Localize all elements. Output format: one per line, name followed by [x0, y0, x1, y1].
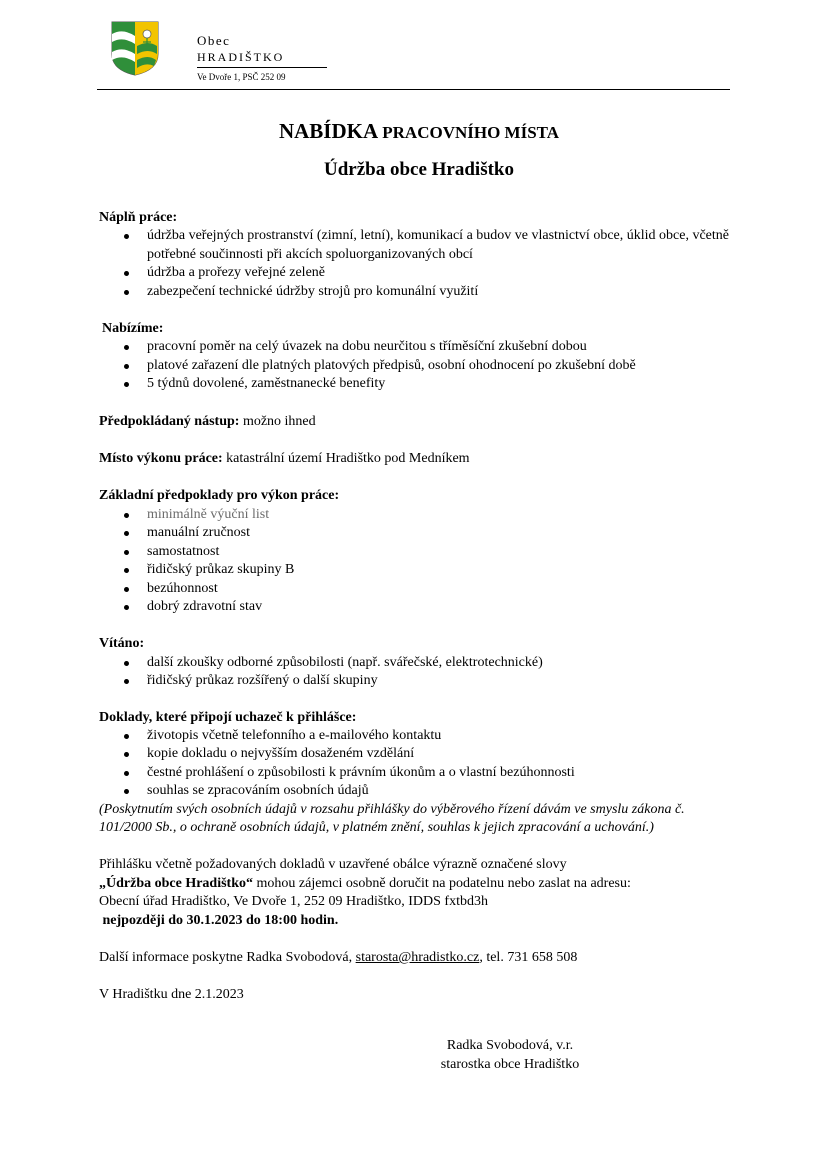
section-title-nabizime: Nabízíme:	[102, 321, 164, 337]
municipal-crest-icon	[110, 20, 160, 76]
misto-value: katastrální území Hradištko pod Medníkem	[222, 451, 470, 467]
list-item: pracovní poměr na celý úvazek na dobu neurčitou s tříměsíční zkušební dobou	[99, 338, 739, 356]
list-item: řidičský průkaz skupiny B	[99, 561, 739, 579]
list-item: čestné prohlášení o způsobilosti k právním úkonům a o vlastní bezúhonnosti	[99, 764, 739, 782]
list-item: samostatnost	[99, 543, 739, 561]
list-item: další zkoušky odborné způsobilosti (např. svářečské, elektrotechnické)	[99, 654, 739, 672]
list-vitano	[99, 654, 739, 691]
list-item: minimálně výuční list	[99, 506, 739, 524]
nastup-value: možno ihned	[239, 413, 316, 429]
email-link[interactable]: starosta@hradistko.cz	[355, 950, 480, 965]
prihlaska-quote: „Údržba obce Hradištko“	[99, 875, 253, 891]
prihlaska-line2	[99, 875, 739, 893]
nastup-line	[99, 413, 739, 431]
prihlaska-line2-rest: mohou zájemci osobně doručit na podatelnu nebo zaslat na adresu:	[253, 875, 631, 891]
letterhead	[0, 0, 826, 92]
signature-role: starostka obce Hradištko	[440, 1056, 580, 1072]
list-item: údržba a prořezy veřejné zeleně	[99, 264, 739, 282]
prihlaska-address: Obecní úřad Hradištko, Ve Dvoře 1, 252 09 Hradištko, IDDS fxtbd3h	[99, 894, 488, 910]
list-item: zabezpečení technické údržby strojů pro komunální využití	[99, 283, 739, 301]
prihlaska-deadline: nejpozději do 30.1.2023 do 18:00 hodin.	[99, 912, 339, 928]
section-title-napln: Náplň práce:	[99, 210, 178, 225]
prihlaska-line1: Přihlášku včetně požadovaných dokladů v uzavřené obálce výrazně označené slovy	[99, 857, 567, 873]
section-title-predpoklady: Základní předpoklady pro výkon práce:	[99, 488, 340, 504]
info-prefix: Další informace poskytne Radka Svobodová,	[99, 950, 356, 965]
document-body	[99, 118, 739, 1005]
section-title-vitano: Vítáno:	[99, 636, 145, 652]
signature-block	[420, 1037, 600, 1074]
header-obec-label: Obec	[197, 33, 231, 48]
list-item: dobrý zdravotní stav	[99, 598, 739, 616]
title-main-word: NABÍDKA	[278, 119, 377, 143]
header-name-underline	[197, 67, 327, 68]
page-subtitle: Údržba obce Hradištko	[324, 159, 514, 180]
info-suffix: , tel. 731 658 508	[479, 950, 578, 965]
list-item: 5 týdnů dovolené, zaměstnanecké benefity	[99, 375, 739, 393]
signature-name: Radka Svobodová, v.r.	[446, 1038, 574, 1053]
page-title	[99, 118, 739, 146]
misto-line	[99, 450, 739, 468]
list-item: životopis včetně telefonního a e-mailového kontaktu	[99, 727, 739, 745]
list-doklady	[99, 727, 739, 801]
list-item: manuální zručnost	[99, 524, 739, 542]
list-item: kopie dokladu o nejvyšším dosaženém vzdělání	[99, 745, 739, 763]
gdpr-note: (Poskytnutím svých osobních údajů v rozsahu přihlášky do výběrového řízení dávám ve smyslu zákona č. 101/2000 Sb., o ochraně osobních údajů, v platném znění, souhlas k jejich zpracování a uchování.)	[99, 801, 685, 835]
title-rest: PRACOVNÍHO MÍSTA	[382, 123, 560, 142]
header-divider	[97, 89, 730, 90]
misto-label: Místo výkonu práce:	[99, 451, 223, 467]
list-item: platové zařazení dle platných platových předpisů, osobní ohodnocení po zkušební době	[99, 357, 739, 375]
nastup-label: Předpokládaný nástup:	[99, 413, 240, 429]
list-nabizime	[99, 338, 739, 393]
header-address: Ve Dvoře 1, PSČ 252 09	[197, 72, 286, 82]
list-napln	[99, 227, 739, 301]
section-title-doklady: Doklady, které připojí uchazeč k přihlášce:	[99, 709, 357, 725]
list-predpoklady	[99, 506, 739, 616]
date-line: V Hradištku dne 2.1.2023	[99, 987, 244, 1003]
list-item: bezúhonnost	[99, 580, 739, 598]
info-line	[99, 949, 739, 967]
list-item: řidičský průkaz rozšířený o další skupiny	[99, 672, 739, 690]
list-item: údržba veřejných prostranství (zimní, letní), komunikací a budov ve vlastnictví obce, úklid obce, včetně potřebné součinnosti při akcích spoluorganizovaných obcí	[99, 227, 739, 264]
header-municipality-name: HRADIŠTKO	[197, 50, 285, 64]
list-item: souhlas se zpracováním osobních údajů	[99, 782, 739, 800]
